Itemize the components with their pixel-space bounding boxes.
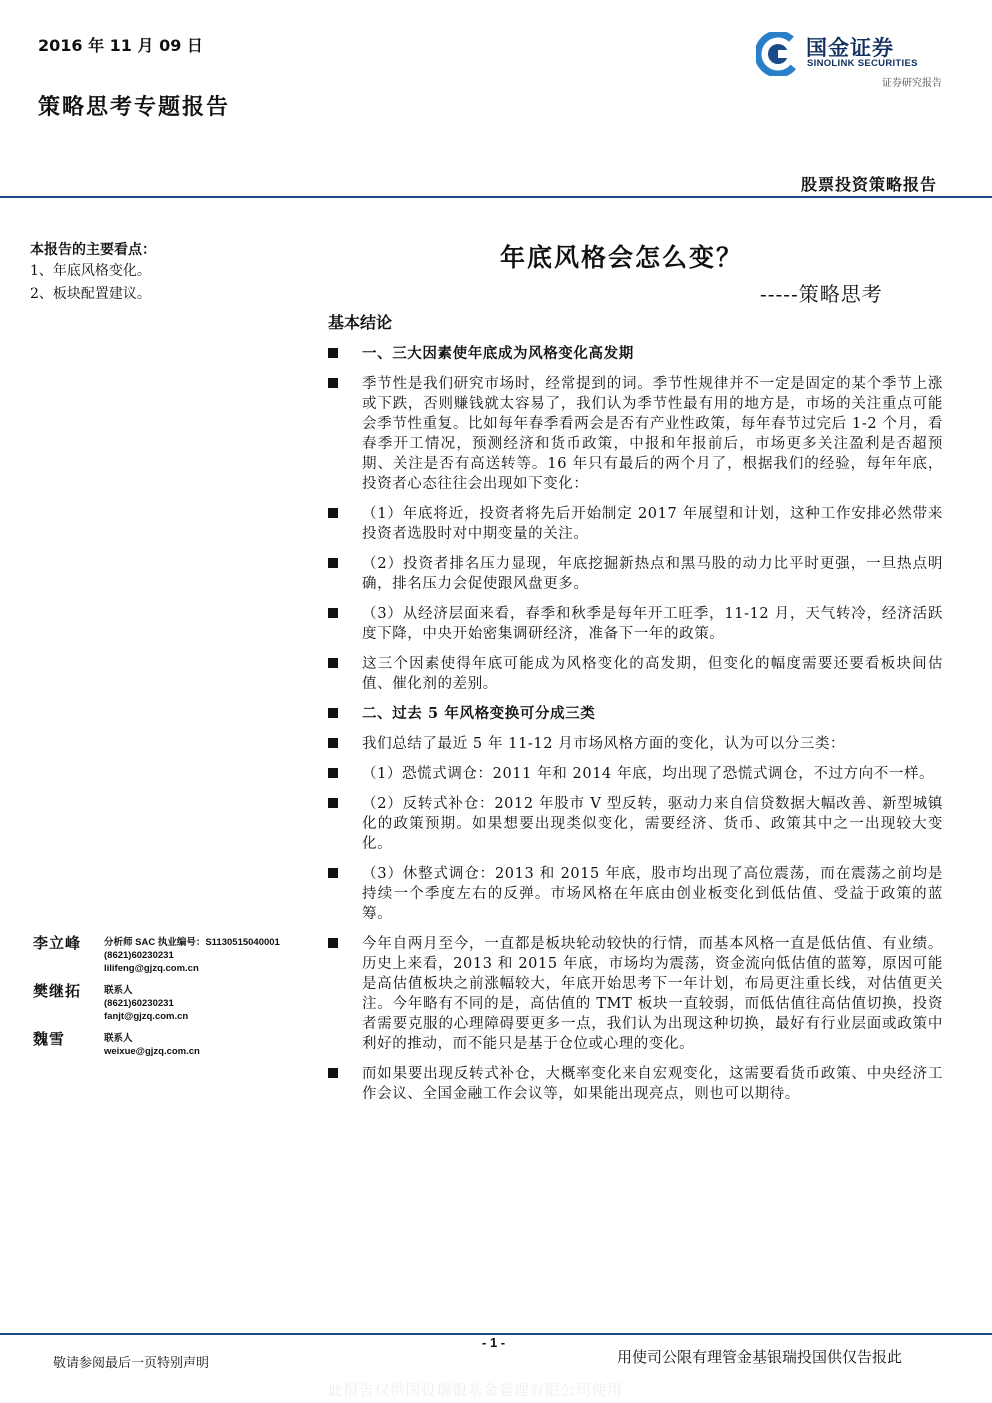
bullet-square-icon — [328, 608, 338, 618]
bullet-item — [328, 864, 943, 924]
report-category: 股票投资策略报告 — [800, 175, 937, 194]
conclusion-list — [328, 344, 943, 1114]
bullet-text: （3）从经济层面来看，春季和秋季是每年开工旺季，11-12 月，天气转冷，经济活跃度下降，中央开始密集调研经济，准备下一年的政策。 — [362, 606, 943, 642]
analyst-role: 联系人 — [104, 1033, 133, 1044]
bullet-item — [328, 1064, 943, 1104]
analyst-contact — [104, 1032, 200, 1058]
bullet-square-icon — [328, 868, 338, 878]
bullet-text: 二、过去 5 年风格变换可分成三类 — [362, 705, 596, 722]
analyst-phone: (8621)60230231 — [104, 950, 174, 961]
analyst-email[interactable]: lilifeng@gjzq.com.cn — [104, 963, 199, 974]
keypoint-item: 1、年底风格变化。 — [30, 263, 151, 279]
bullet-item — [328, 934, 943, 1054]
bullet-item — [328, 554, 943, 594]
report-title: 年底风格会怎么变？ — [500, 243, 744, 272]
bullet-item — [328, 504, 943, 544]
bullet-text: 我们总结了最近 5 年 11-12 月市场风格方面的变化，认为可以分三类： — [362, 736, 846, 752]
analyst-role: 联系人 — [104, 985, 133, 996]
bullet-text: 一、三大因素使年底成为风格变化高发期 — [362, 345, 634, 362]
bullet-text: （3）休整式调仓：2013 和 2015 年底，股市均出现了高位震荡，而在震荡之前均是持续一个季度左右的反弹。市场风格在年底由创业板变化到低估值、受益于政策的蓝筹。 — [362, 866, 943, 922]
bullet-square-icon — [328, 658, 338, 668]
report-date: 2016 年 11 月 09 日 — [38, 36, 203, 55]
bullet-square-icon — [328, 708, 338, 718]
analyst-name: 李立峰 — [33, 934, 82, 952]
bullet-square-icon — [328, 1068, 338, 1078]
analyst-list — [33, 932, 313, 1076]
bullet-item — [328, 604, 943, 644]
analyst-contact — [104, 984, 188, 1023]
company-logo — [756, 30, 946, 92]
logo-name-cn: 国金证券 — [806, 36, 894, 60]
logo-name-en: SINOLINK SECURITIES — [807, 58, 918, 69]
analyst-card — [33, 980, 313, 1028]
bullet-text: 这三个因素使得年底可能成为风格变化的高发期，但变化的幅度需要还要看板块间估值、催化剂的差别。 — [362, 656, 943, 692]
usage-note: 用使司公限有理管金基银瑞投国供仅告报此 — [617, 1348, 903, 1366]
bullet-square-icon — [328, 768, 338, 778]
bullet-item — [328, 794, 943, 854]
analyst-card — [33, 932, 313, 980]
bullet-square-icon — [328, 378, 338, 388]
analyst-contact — [104, 936, 280, 975]
analyst-email[interactable]: fanjt@gjzq.com.cn — [104, 1011, 189, 1022]
bullet-text: （1）年底将近，投资者将先后开始制定 2017 年展望和计划，这种工作安排必然带来投资者选股时对中期变量的关注。 — [362, 506, 943, 542]
logo-subtitle: 证券研究报告 — [882, 78, 942, 89]
sinolink-logo-icon — [756, 32, 800, 76]
watermark: 此报告仅供国投瑞银基金管理有限公司使用 — [328, 1381, 623, 1399]
bullet-text: 今年自两月至今，一直都是板块轮动较快的行情，而基本风格一直是低估值、有业绩。历史上来看，2013 和 2015 年底，市场均为震荡，资金流向低估值的蓝筹，原因可能是高估值板块之前涨幅较大，年底开始思考下一年计划，布局更注重长线，对估值更关注。今年略有不同的是，高估值的 TMT 板块一直较弱，而低估值往高估值切换，投资者需要克服的心理障碍要更多一点，我们认为出现这种切换，最好有行业层面或政策中利好的推动，而不能只是基于仓位或心理的变化。 — [362, 936, 943, 1052]
bullet-text: 季节性是我们研究市场时，经常提到的词。季节性规律并不一定是固定的某个季节上涨或下跌，否则赚钱就太容易了，我们认为季节性最有用的地方是，市场的关注重点可能会季节性重复。比如每年春季看两会是否有产业性政策，每年春节过完后 1-2 个月，看春季开工情况，预测经济和货币政策，中报和年报前后，市场更多关注盈利是否超预期、关注是否有高送转等。16 年只有最后的两个月了，根据我们的经验，每年年底，投资者心态往往会出现如下变化： — [362, 376, 943, 492]
bullet-text: （1）恐慌式调仓：2011 年和 2014 年底，均出现了恐慌式调仓，不过方向不一样。 — [362, 766, 935, 782]
analyst-email[interactable]: weixue@gjzq.com.cn — [104, 1046, 200, 1057]
bullet-heading — [328, 344, 943, 364]
bullet-text: （2）反转式补仓：2012 年股市 V 型反转，驱动力来自信贷数据大幅改善、新型城镇化的政策预期。如果想要出现类似变化，需要经济、货币、政策其中之一出现较大变化。 — [362, 796, 943, 852]
report-subtitle: -----策略思考 — [760, 282, 883, 306]
header-divider — [0, 196, 992, 198]
analyst-phone: (8621)60230231 — [104, 998, 174, 1009]
bullet-square-icon — [328, 938, 338, 948]
analyst-card — [33, 1028, 313, 1076]
bullet-item — [328, 764, 943, 784]
bullet-square-icon — [328, 738, 338, 748]
section-heading: 基本结论 — [328, 313, 393, 332]
page-number: - 1 - — [482, 1335, 506, 1350]
keypoints-panel — [30, 240, 310, 306]
bullet-square-icon — [328, 558, 338, 568]
bullet-item — [328, 374, 943, 494]
bullet-square-icon — [328, 348, 338, 358]
bullet-heading — [328, 704, 943, 724]
analyst-name: 魏雪 — [33, 1030, 66, 1048]
keypoint-item: 2、板块配置建议。 — [30, 286, 151, 302]
analyst-role: 分析师 SAC 执业编号：S1130515040001 — [104, 937, 280, 948]
bullet-item — [328, 734, 943, 754]
bullet-text: 而如果要出现反转式补仓，大概率变化来自宏观变化，这需要看货币政策、中央经济工作会议、全国金融工作会议等，如果能出现亮点，则也可以期待。 — [362, 1066, 943, 1102]
bullet-item — [328, 654, 943, 694]
keypoints-title: 本报告的主要看点： — [30, 242, 156, 258]
report-type-title: 策略思考专题报告 — [38, 94, 231, 120]
bullet-square-icon — [328, 798, 338, 808]
analyst-name: 樊继拓 — [33, 982, 82, 1000]
bullet-square-icon — [328, 508, 338, 518]
disclaimer-note: 敬请参阅最后一页特别声明 — [53, 1356, 210, 1371]
bullet-text: （2）投资者排名压力显现，年底挖掘新热点和黑马股的动力比平时更强，一旦热点明确，排名压力会促使跟风盘更多。 — [362, 556, 943, 592]
